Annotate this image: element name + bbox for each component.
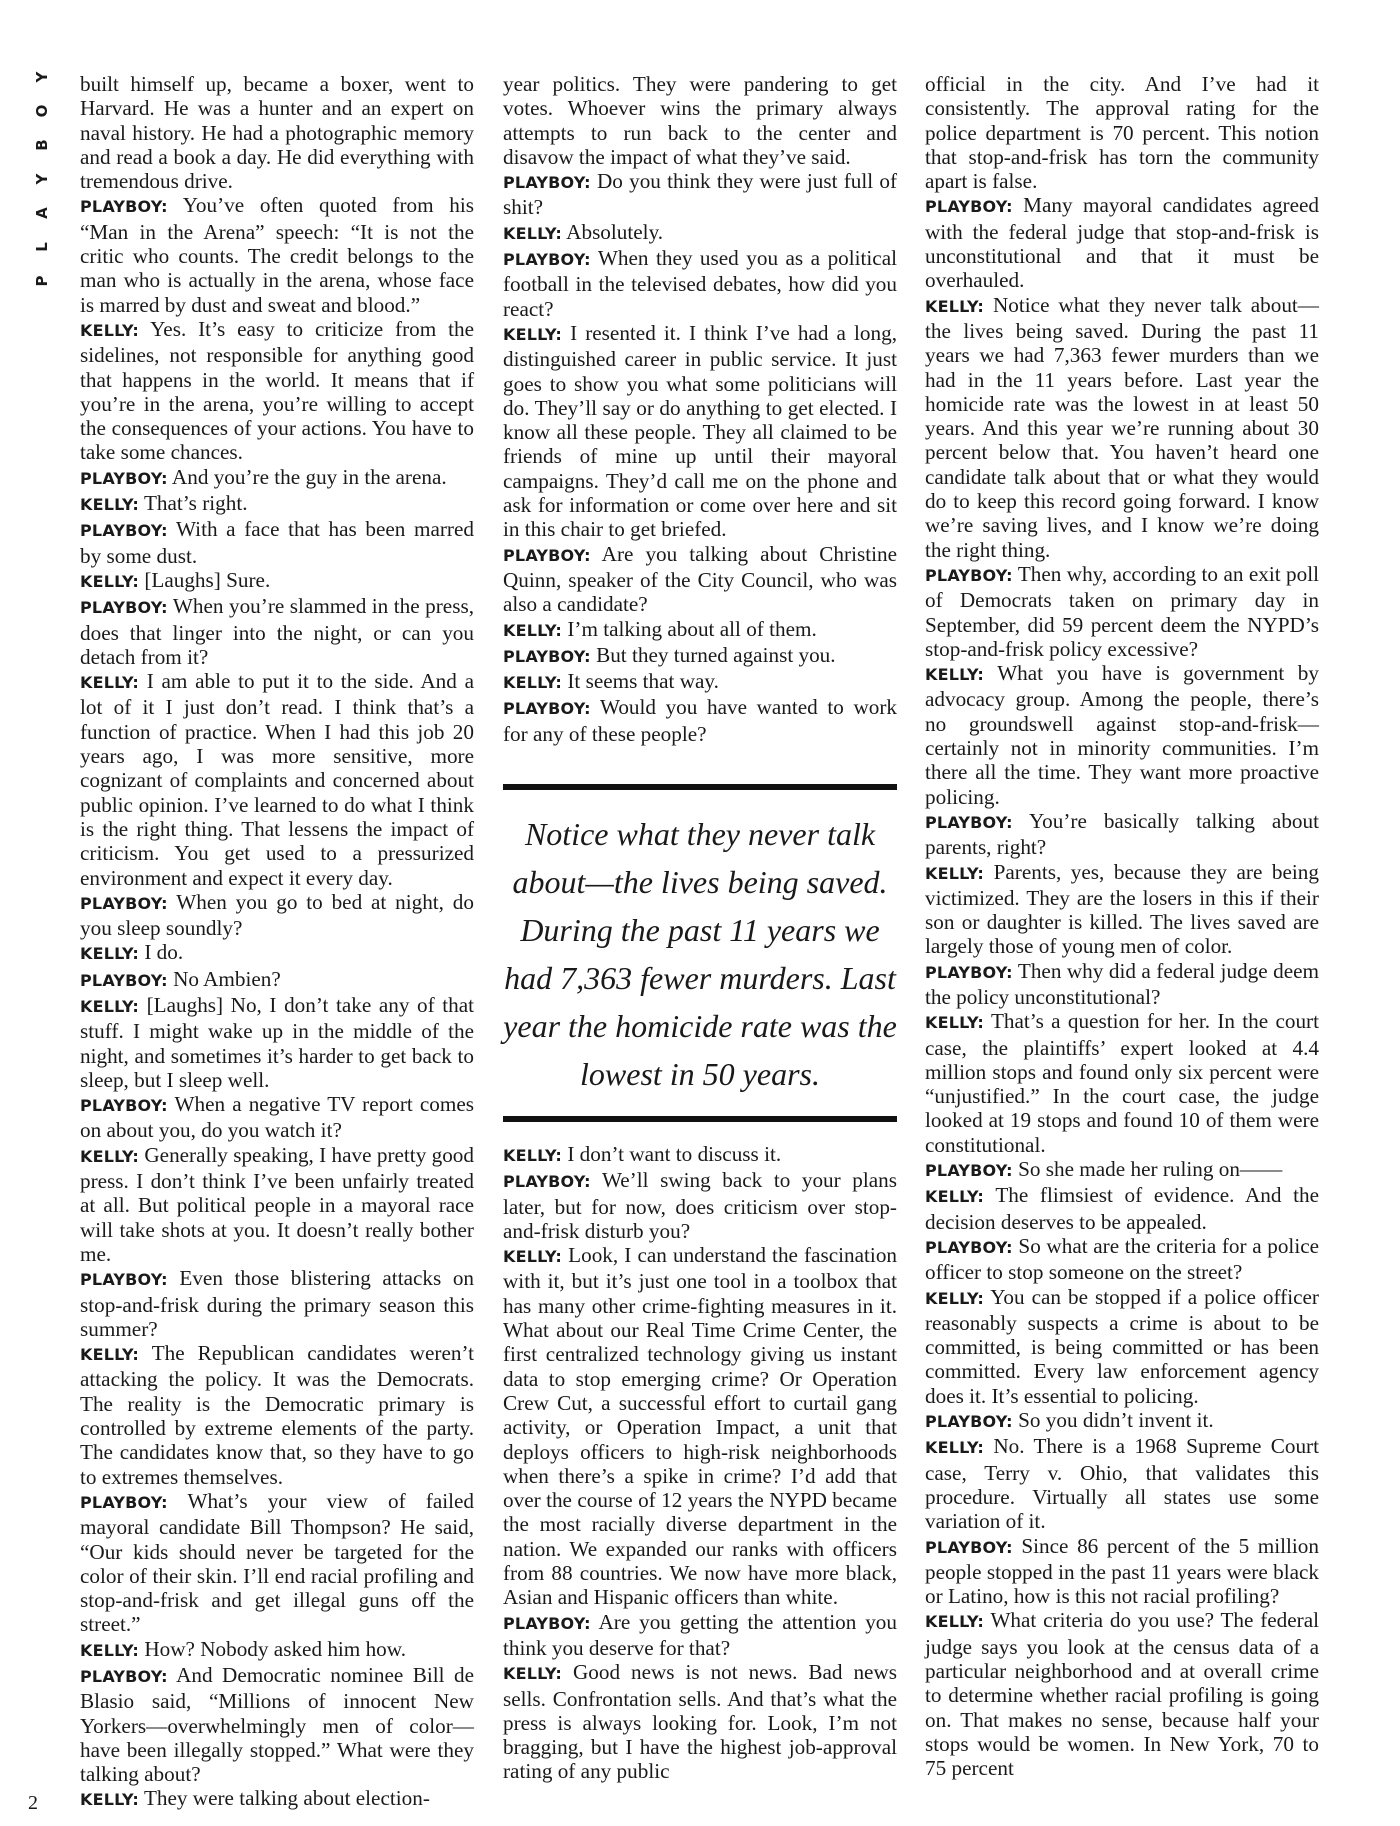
interview-paragraph	[80, 1266, 474, 1341]
interview-paragraph	[80, 193, 474, 316]
speaker-label: PLAYBOY:	[503, 1172, 591, 1192]
paragraph-text: What criteria do you use? The federal judge says you look at the census data of a particular neighborhood and at overall crime to determine whether racial profiling is going on. That makes no sense, because half your stops would be women. In New York, 70 to 75 percent	[925, 1608, 1319, 1781]
speaker-label: KELLY:	[925, 1187, 985, 1207]
speaker-label: KELLY:	[925, 863, 985, 883]
folio-letter: B	[33, 139, 51, 151]
interview-paragraph	[925, 809, 1319, 860]
interview-paragraph	[925, 959, 1319, 1010]
page-number: 2	[28, 1792, 38, 1814]
paragraph-text: The Republican candidates weren’t attacking the policy. It was the Democrats. The reality is the Democratic primary is controlled by extreme elements of the party. The candidates know that, so they have to go to extremes themselves.	[80, 1341, 474, 1489]
speaker-label: KELLY:	[925, 296, 985, 316]
paragraph-text: So she made her ruling on——	[1018, 1157, 1283, 1182]
speaker-label: KELLY:	[925, 1013, 985, 1033]
speaker-label: KELLY:	[80, 1146, 140, 1166]
speaker-label: PLAYBOY:	[503, 1613, 591, 1633]
text-column-2-bottom	[503, 1142, 897, 1784]
interview-paragraph	[925, 1009, 1319, 1157]
speaker-label: PLAYBOY:	[503, 545, 591, 565]
interview-paragraph	[80, 1637, 474, 1663]
interview-paragraph	[925, 1534, 1319, 1609]
interview-paragraph	[503, 1610, 897, 1661]
speaker-label: KELLY:	[925, 1288, 985, 1308]
speaker-label: PLAYBOY:	[503, 250, 591, 270]
paragraph-text: That’s a question for her. In the court case, the plaintiffs’ expert looked at 4.4 million stops and found only six percent were “unjustified.” In the court case, the judge looked at 19 stops and found 10 of them were constitutional.	[925, 1009, 1319, 1157]
speaker-label: PLAYBOY:	[925, 1161, 1013, 1181]
speaker-label: PLAYBOY:	[503, 173, 591, 193]
paragraph-text: We’ll swing back to your plans later, but for now, does criticism over stop-and-frisk disturb you?	[503, 1168, 897, 1243]
paragraph-text: It seems that way.	[567, 669, 719, 694]
paragraph-text: Notice what they never talk about—the lives being saved. During the past 11 years we had 7,363 fewer murders than we had in the 11 years before. Last year the homicide rate was the lowest in at least 50 years. And this year we’re running about 30 percent below that. You haven’t heard one candidate talk about that or what they would do to keep this record going forward. I know we’re saving lives, and I know we’re doing the right thing.	[925, 292, 1319, 562]
paragraph-text: Look, I can understand the fascination with it, but it’s just one tool in a toolbox that has many other crime-fighting measures in it. What about our Real Time Crime Center, the first centralized technology giving us instant data to stop emerging crime? Or Operation Crew Cut, a successful effort to curtail gang activity, or Operation Impact, a unit that deploys officers to high-risk neighborhoods when there’s a spike in crime? I’d add that over the course of 12 years the NYPD became the most racially diverse department in the nation. We expanded our ranks with officers from 88 countries. We now have more black, Asian and Hispanic officers than white.	[503, 1243, 898, 1610]
speaker-label: PLAYBOY:	[80, 521, 168, 541]
interview-paragraph	[503, 695, 897, 746]
interview-paragraph	[925, 1157, 1319, 1183]
interview-paragraph	[925, 1408, 1319, 1434]
paragraph-text: Parents, yes, because they are being victimized. They are the losers in this if their son or daughter is killed. The lives saved are largely those of young men of color.	[925, 859, 1319, 959]
speaker-label: PLAYBOY:	[80, 1096, 168, 1116]
text-column-2-top	[503, 72, 897, 746]
interview-paragraph	[503, 220, 897, 246]
paragraph-text: I do.	[144, 940, 184, 965]
paragraph-text: Generally speaking, I have pretty good press. I don’t think I’ve been unfairly treated at all. But political people in a mayoral race will take shots at you. It doesn’t really bother me.	[80, 1142, 474, 1266]
folio-letter: L	[33, 242, 51, 252]
paragraph-text: official in the city. And I’ve had it consistently. The approval rating for the police department is 70 percent. This notion that stop-and-frisk has torn the community apart is false.	[925, 72, 1319, 194]
interview-paragraph	[503, 246, 897, 321]
speaker-label: KELLY:	[503, 1247, 563, 1267]
speaker-label: PLAYBOY:	[925, 1412, 1013, 1432]
speaker-label: PLAYBOY:	[925, 1537, 1013, 1557]
paragraph-text: So what are the criteria for a police officer to stop someone on the street?	[925, 1233, 1320, 1285]
interview-paragraph	[925, 72, 1319, 193]
speaker-label: KELLY:	[503, 1146, 563, 1165]
speaker-label: PLAYBOY:	[80, 893, 168, 913]
interview-paragraph	[80, 1143, 474, 1266]
paragraph-text: What’s your view of failed mayoral candidate Bill Thompson? He said, “Our kids should never be targeted for the color of their skin. I’ll end racial profiling and stop-and-frisk and get illegal guns off the street.”	[80, 1488, 474, 1637]
paragraph-text: Even those blistering attacks on stop-and-frisk during the primary season this summer?	[80, 1266, 475, 1341]
interview-paragraph	[80, 993, 474, 1092]
interview-paragraph	[925, 1608, 1319, 1780]
paragraph-text: Are you getting the attention you think you deserve for that?	[503, 1609, 897, 1660]
paragraph-text: I’m talking about all of them.	[567, 616, 817, 641]
interview-paragraph	[80, 465, 474, 491]
interview-paragraph	[80, 1663, 474, 1786]
speaker-label: PLAYBOY:	[503, 699, 591, 719]
interview-paragraph	[925, 1234, 1319, 1285]
interview-paragraph	[80, 517, 474, 568]
speaker-label: KELLY:	[80, 571, 140, 591]
interview-paragraph	[80, 491, 474, 517]
interview-paragraph	[503, 321, 897, 542]
paragraph-text: Then why did a federal judge deem the policy unconstitutional?	[925, 958, 1319, 1009]
paragraph-text: Absolutely.	[566, 219, 664, 244]
paragraph-text: Yes. It’s easy to criticize from the sidelines, not responsible for anything good that happens in the world. It means that if you’re in the arena, you’re willing to accept the consequences of your actions. You have to take some chances.	[80, 316, 474, 465]
paragraph-text: You can be stopped if a police officer reasonably suspects a crime is about to be committed, is being committed or has been committed. Every law enforcement agency does it. It’s essential to policing.	[925, 1284, 1319, 1408]
paragraph-text: Many mayoral candidates agreed with the federal judge that stop-and-frisk is unconstitutional and that it must be overhauled.	[925, 193, 1319, 293]
folio-letter: P	[33, 275, 51, 287]
paragraph-text: They were talking about election-	[143, 1786, 430, 1811]
paragraph-text: And Democratic nominee Bill de Blasio said, “Millions of innocent New Yorkers—overwhelmingly men of color—have been illegally stopped.” What were they talking about?	[80, 1663, 474, 1787]
paragraph-text: [Laughs] No, I don’t take any of that stuff. I might wake up in the middle of the night, and sometimes it’s harder to get back to sleep, but I sleep well.	[80, 992, 475, 1092]
speaker-label: PLAYBOY:	[925, 197, 1013, 217]
interview-paragraph	[80, 669, 474, 890]
speaker-label: PLAYBOY:	[503, 646, 591, 666]
paragraph-text: Good news is not news. Bad news sells. Confrontation sells. And that’s what the press is always looking for. Look, I’m not bragging, but I have the highest job-approval rating of any public	[503, 1660, 897, 1784]
speaker-label: KELLY:	[80, 1640, 140, 1660]
interview-paragraph	[80, 1092, 474, 1143]
paragraph-text: The flimsiest of evidence. And the decision deserves to be appealed.	[925, 1183, 1319, 1234]
speaker-label: PLAYBOY:	[80, 468, 168, 488]
speaker-label: KELLY:	[80, 1345, 140, 1365]
paragraph-text: What you have is government by advocacy group. Among the people, there’s no groundswell against stop-and-frisk—certainly not in minority communities. I’m there all the time. They want more proactive policing.	[925, 661, 1319, 809]
paragraph-text: Since 86 percent of the 5 million people stopped in the past 11 years were black or Latino, how is this not racial profiling?	[925, 1533, 1319, 1609]
speaker-label: KELLY:	[503, 1664, 563, 1684]
paragraph-text: [Laughs] Sure.	[144, 567, 271, 592]
paragraph-text: No. There is a 1968 Supreme Court case, Terry v. Ohio, that validates this procedure. Virtually all states use some variation of it.	[925, 1434, 1319, 1534]
paragraph-text: Then why, according to an exit poll of Democrats taken on primary day in September, did 59 percent deem the NYPD’s stop-and-frisk policy excessive?	[925, 561, 1320, 661]
paragraph-text: You’re basically talking about parents, right?	[925, 808, 1319, 860]
paragraph-text: So you didn’t invent it.	[1018, 1408, 1214, 1433]
paragraph-text: Would you have wanted to work for any of these people?	[503, 695, 898, 746]
interview-paragraph	[503, 1660, 897, 1783]
interview-paragraph	[503, 72, 897, 169]
paragraph-text: When they used you as a political football in the televised debates, how did you react?	[503, 246, 897, 321]
interview-paragraph	[925, 562, 1319, 661]
paragraph-text: You’ve often quoted from his “Man in the Arena” speech: “It is not the critic who counts. The credit belongs to the man who is actually in the arena, whose face is marred by dust and sweat and blood.”	[80, 193, 475, 317]
speaker-label: PLAYBOY:	[80, 598, 168, 618]
interview-paragraph	[503, 542, 897, 617]
interview-paragraph	[925, 1285, 1319, 1408]
interview-paragraph	[80, 940, 474, 966]
speaker-label: PLAYBOY:	[925, 962, 1013, 982]
paragraph-text: How? Nobody asked him how.	[144, 1636, 406, 1661]
magazine-folio	[30, 60, 54, 300]
interview-paragraph	[80, 1786, 474, 1812]
interview-paragraph	[80, 594, 474, 669]
paragraph-text: With a face that has been marred by some dust.	[80, 517, 474, 568]
interview-paragraph	[925, 1434, 1319, 1533]
speaker-label: KELLY:	[80, 1790, 140, 1810]
speaker-label: KELLY:	[925, 1438, 985, 1458]
speaker-label: KELLY:	[503, 223, 563, 243]
speaker-label: KELLY:	[503, 620, 563, 640]
speaker-label: KELLY:	[503, 324, 563, 344]
speaker-label: KELLY:	[80, 944, 140, 964]
folio-letter: O	[33, 104, 51, 118]
paragraph-text: When you go to bed at night, do you sleep soundly?	[80, 889, 474, 941]
speaker-label: PLAYBOY:	[925, 812, 1013, 832]
folio-letter: Y	[33, 173, 51, 185]
speaker-label: KELLY:	[80, 996, 140, 1016]
paragraph-text: I resented it. I think I’ve had a long, distinguished career in public service. It just goes to show you what some politicians will do. They’ll say or do anything to get elected. I know all these people. They all claimed to be friends of mine up until their mayoral campaigns. They’d call me on the phone and ask for information or come over here and sit in this chair to get briefed.	[503, 320, 897, 542]
speaker-label: PLAYBOY:	[925, 565, 1013, 585]
interview-paragraph	[503, 669, 897, 695]
paragraph-text: That’s right.	[143, 491, 248, 516]
interview-paragraph	[503, 169, 897, 220]
interview-paragraph	[80, 317, 474, 465]
interview-paragraph	[503, 1243, 897, 1609]
interview-paragraph	[925, 193, 1319, 292]
interview-paragraph	[503, 1142, 897, 1168]
speaker-label: PLAYBOY:	[80, 1492, 168, 1512]
interview-paragraph	[503, 1168, 897, 1243]
interview-paragraph	[80, 890, 474, 941]
text-column-3	[925, 72, 1319, 1780]
interview-paragraph	[925, 661, 1319, 809]
paragraph-text: year politics. They were pandering to get votes. Whoever wins the primary always attempts to run back to the center and disavow the impact of what they’ve said.	[503, 72, 897, 169]
interview-paragraph	[503, 617, 897, 643]
speaker-label: PLAYBOY:	[80, 197, 168, 217]
interview-paragraph	[925, 1183, 1319, 1234]
speaker-label: KELLY:	[925, 1612, 985, 1632]
interview-paragraph	[80, 1489, 474, 1637]
speaker-label: KELLY:	[80, 320, 140, 340]
paragraph-text: When a negative TV report comes on about you, do you watch it?	[80, 1092, 474, 1143]
speaker-label: PLAYBOY:	[80, 1270, 168, 1290]
text-column-1	[80, 72, 474, 1813]
interview-paragraph	[80, 967, 474, 993]
interview-paragraph	[80, 1341, 474, 1489]
speaker-label: PLAYBOY:	[80, 1667, 168, 1686]
interview-paragraph	[80, 568, 474, 594]
interview-paragraph	[925, 860, 1319, 959]
interview-paragraph	[503, 643, 897, 669]
speaker-label: PLAYBOY:	[80, 970, 168, 990]
paragraph-text: Do you think they were just full of shit?	[503, 169, 898, 220]
speaker-label: KELLY:	[80, 495, 140, 515]
paragraph-text: When you’re slammed in the press, does that linger into the night, or can you detach from it?	[80, 594, 474, 669]
speaker-label: KELLY:	[503, 673, 563, 693]
paragraph-text: Are you talking about Christine Quinn, speaker of the City Council, who was also a candidate?	[503, 541, 897, 617]
paragraph-text: I don’t want to discuss it.	[567, 1142, 782, 1166]
paragraph-text: I am able to put it to the side. And a lot of it I just don’t read. I think that’s a function of practice. When I had this job 20 years ago, I was more sensitive, more cognizant of complaints and concerned about public opinion. I’ve learned to do what I think is the right thing. That lessens the impact of criticism. You get used to a pressurized environment and expect it every day.	[80, 669, 474, 890]
paragraph-text: And you’re the guy in the arena.	[171, 464, 447, 489]
folio-letter: Y	[33, 71, 51, 83]
folio-letter: A	[33, 207, 51, 219]
interview-paragraph	[925, 293, 1319, 562]
speaker-label: PLAYBOY:	[925, 1237, 1013, 1257]
paragraph-text: built himself up, became a boxer, went to Harvard. He was a hunter and an expert on naval history. He had a photographic memory and read a book a day. He did everything with tremendous drive.	[80, 72, 474, 194]
paragraph-text: But they turned against you.	[596, 642, 836, 667]
pull-quote: Notice what they never talk about—the lives being saved. During the past 11 years we had 7,363 fewer murders. Last year the homicide rate was the lowest in 50 years.	[503, 784, 897, 1122]
interview-paragraph	[80, 72, 474, 193]
speaker-label: KELLY:	[80, 673, 140, 693]
speaker-label: KELLY:	[925, 665, 985, 685]
paragraph-text: No Ambien?	[173, 966, 281, 991]
